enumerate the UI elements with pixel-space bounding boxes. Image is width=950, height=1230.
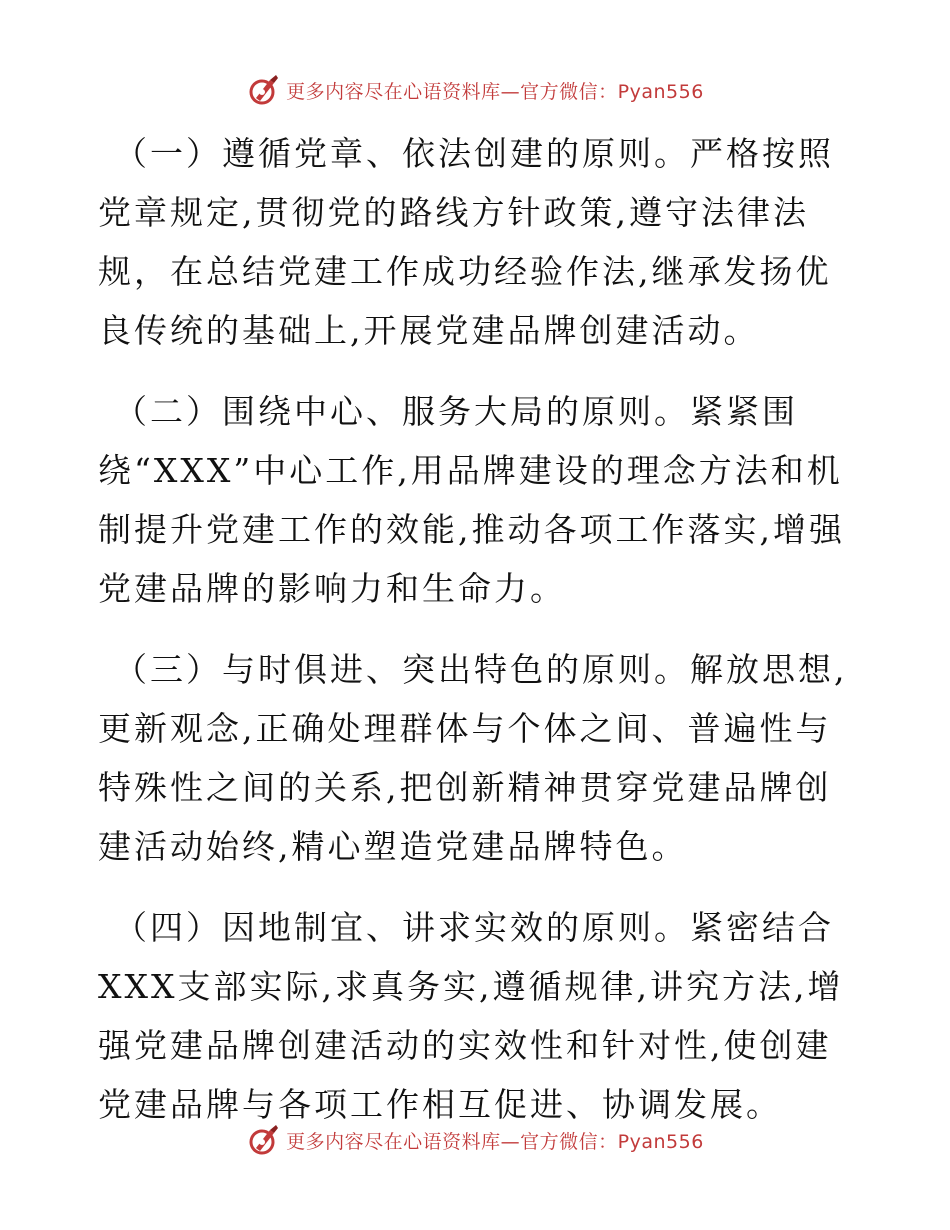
document-body <box>98 124 858 1156</box>
footer-watermark-text: 更多内容尽在心语资料库—官方微信：Pyan556 <box>286 1130 704 1153</box>
footer-watermark-banner <box>0 1120 950 1160</box>
paragraph-principle-3: （三）与时俱进、突出特色的原则。解放思想,更新观念,正确处理群体与个体之间、普遍性与特殊性之间的关系,把创新精神贯穿党建品牌创建活动始终,精心塑造党建品牌特色。 <box>98 650 848 866</box>
paragraph-principle-4: （四）因地制宜、讲求实效的原则。紧密结合XXX支部实际,求真务实,遵循规律,讲究方法,增强党建品牌创建活动的实效性和针对性,使创建党建品牌与各项工作相互促进、协调发展。 <box>98 908 844 1124</box>
brush-pen-logo-icon <box>246 72 282 108</box>
brush-pen-logo-icon <box>246 1122 282 1158</box>
paragraph-principle-1: （一）遵循党章、依法创建的原则。严格按照党章规定,贯彻党的路线方针政策,遵守法律法规，在总结党建工作成功经验作法,继承发扬优良传统的基础上,开展党建品牌创建活动。 <box>98 134 834 350</box>
paragraph-principle-2: （二）围绕中心、服务大局的原则。紧紧围绕“XXX”中心工作,用品牌建设的理念方法和机制提升党建工作的效能,推动各项工作落实,增强党建品牌的影响力和生命力。 <box>98 392 845 608</box>
header-watermark-text: 更多内容尽在心语资料库—官方微信：Pyan556 <box>286 80 704 103</box>
header-watermark-banner <box>0 70 950 110</box>
